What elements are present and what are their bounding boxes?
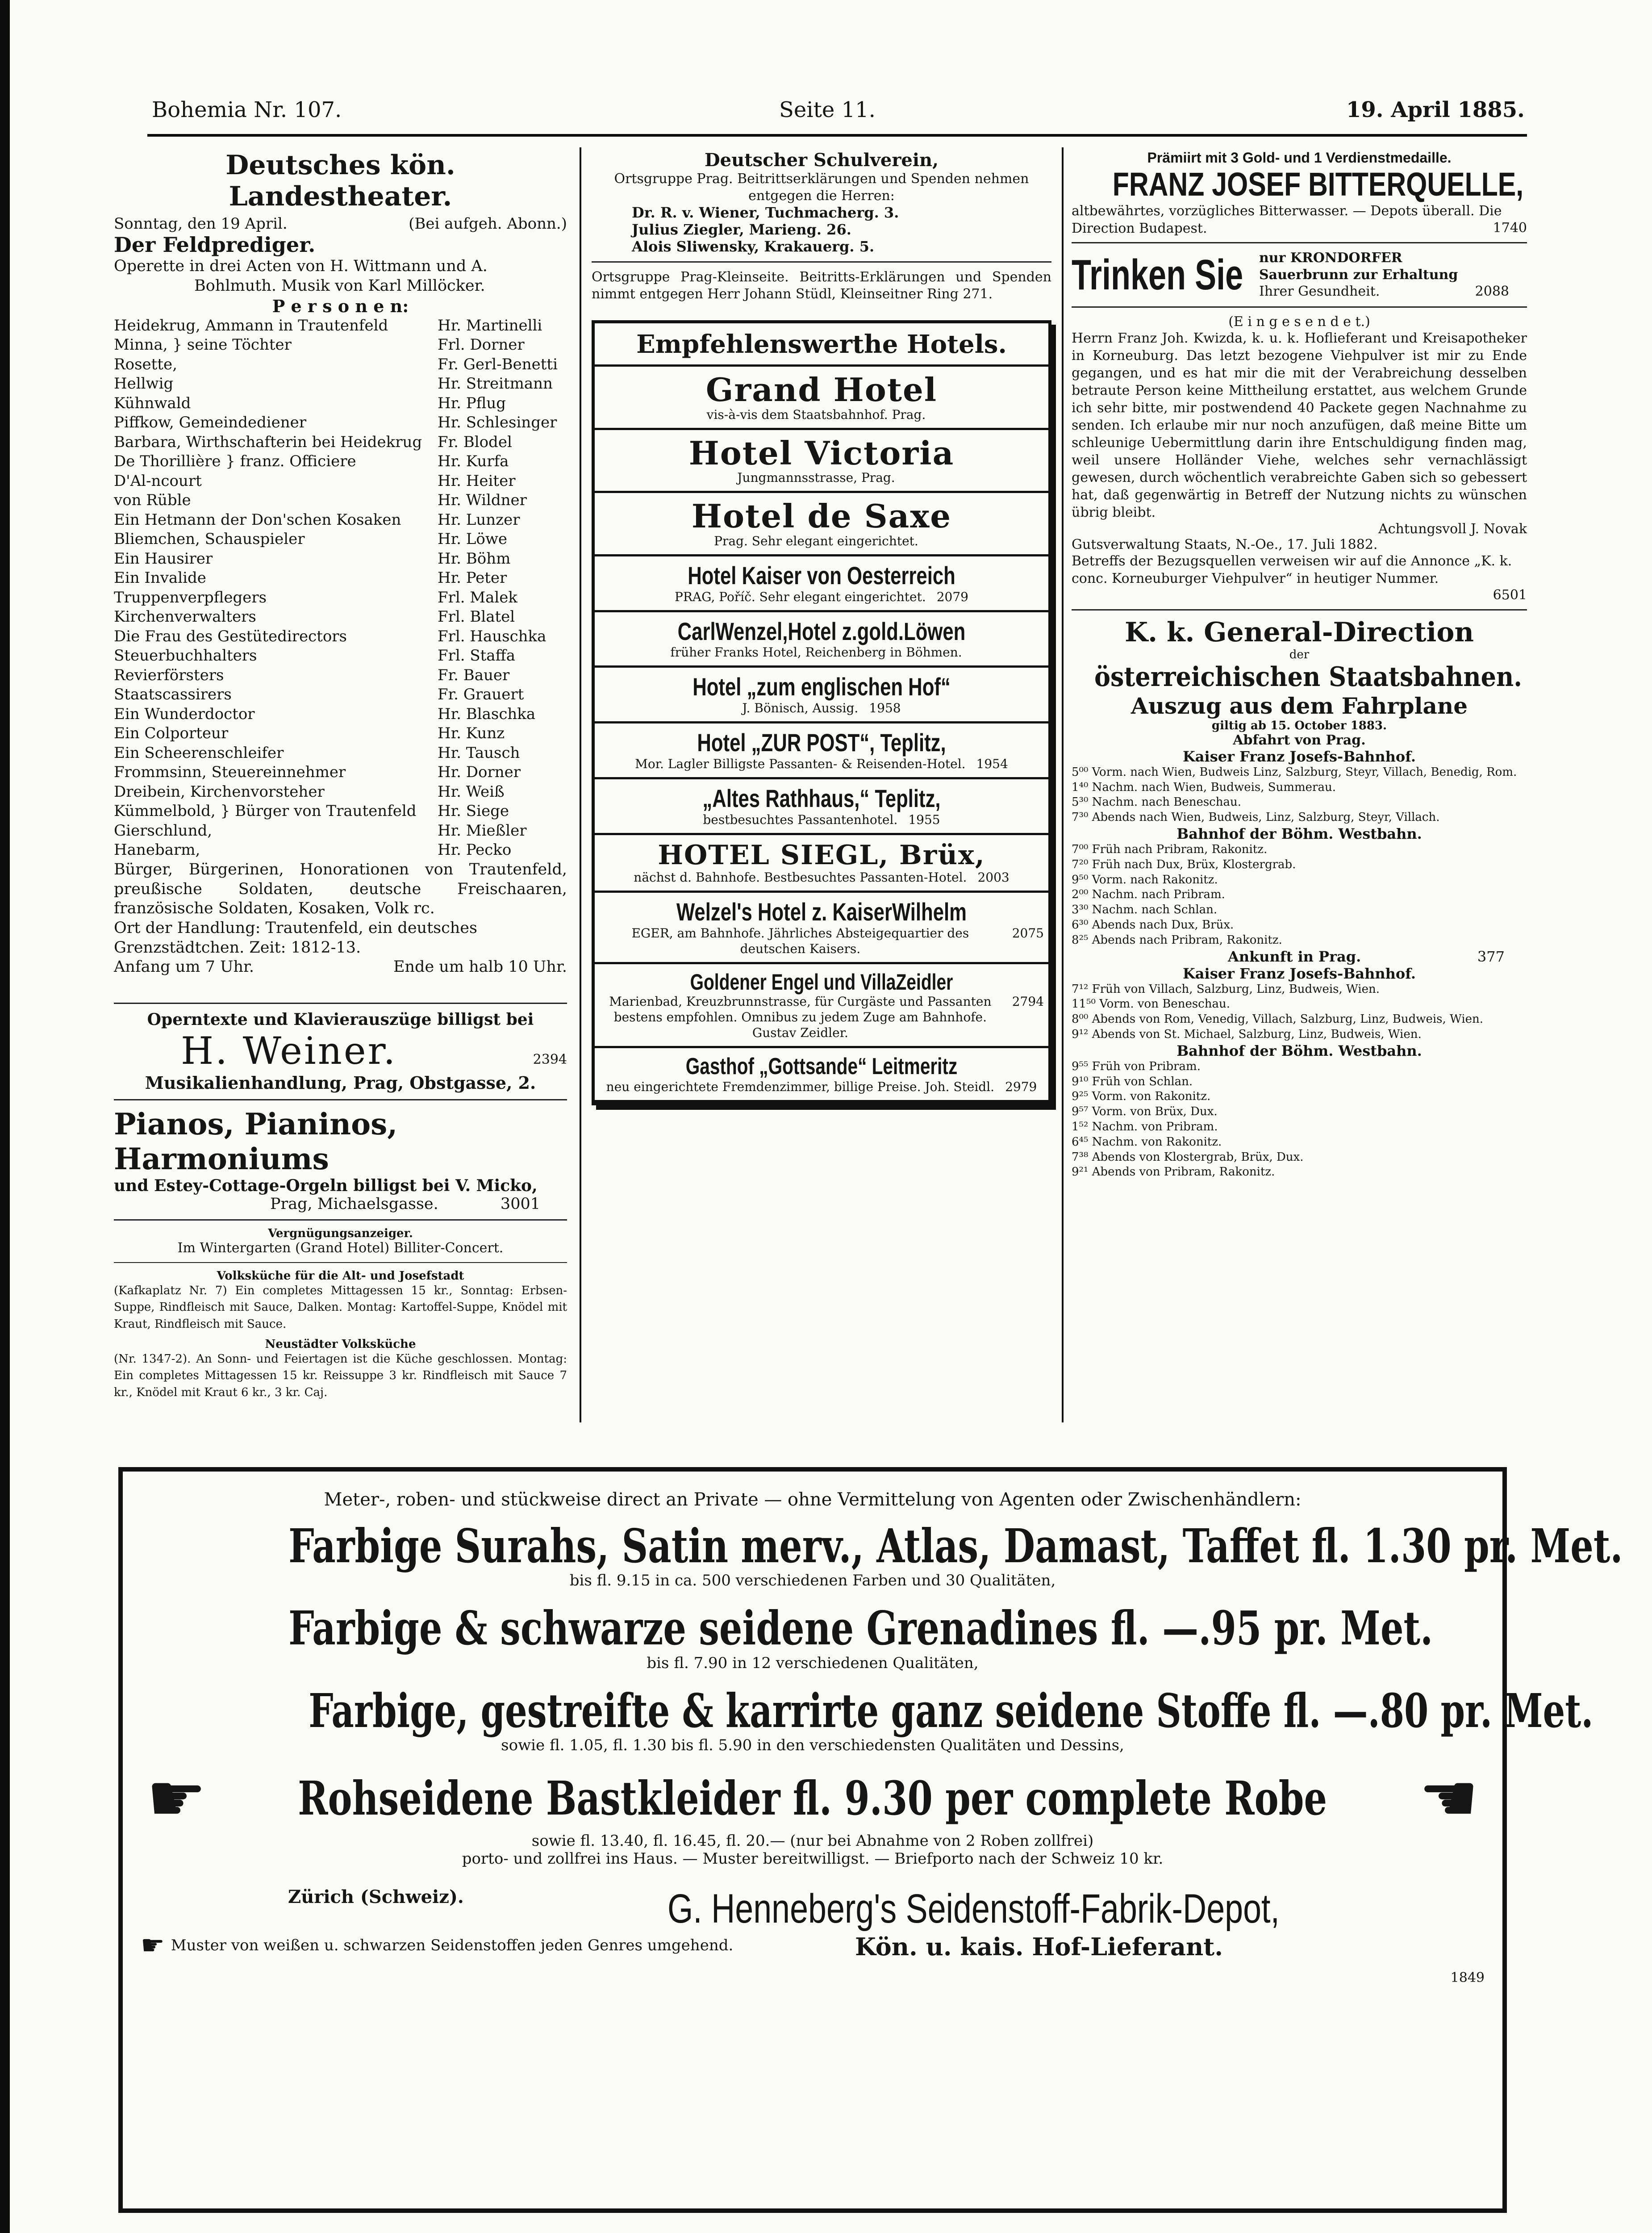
cast-role: Rosette, — [114, 355, 177, 373]
henneberg-hof: Kön. u. kais. Hof-Lieferant. — [855, 1932, 1223, 1961]
henneberg-l5: porto- und zollfrei ins Haus. — Muster bereitwilligst. — Briefporto nach der Schweiz 10 kr. — [462, 1850, 1164, 1868]
column-left — [114, 150, 567, 1401]
column-rule-1 — [580, 147, 581, 1422]
cast-actor: Hr. Pflug — [438, 394, 506, 412]
cast-role: Ein Hausirer — [114, 549, 213, 568]
cast-role: Barbara, Wirthschafterin bei Heidekrug — [114, 433, 422, 451]
cast-row — [114, 355, 567, 375]
hotel-name: Hotel „ZUR POST“, Teplitz, — [697, 728, 946, 757]
cast-role: Piffkow, Gemeindediener — [114, 414, 306, 432]
cast-row — [114, 744, 567, 763]
micko-num: 3001 — [500, 1195, 540, 1213]
theater-begin: Anfang um 7 Uhr. — [114, 958, 254, 976]
cast-row — [114, 491, 567, 510]
hotel-entry — [595, 668, 1048, 723]
column-rule-2 — [1062, 147, 1064, 1422]
cast-actor: Hr. Mießler — [438, 821, 527, 840]
cast-row — [114, 472, 567, 491]
theater-desc1: Operette in drei Acten von H. Wittmann und A. — [114, 257, 488, 275]
henneberg-l3: Farbige, gestreifte & karrirte ganz seidene Stoffe fl. —.80 pr. Met. — [309, 1683, 1594, 1738]
krondorf-line1: nur KRONDORFER — [1259, 250, 1402, 266]
cast-row — [114, 821, 567, 841]
timetable-row: 9¹⁰ Früh von Schlan. — [1072, 1075, 1193, 1088]
fahrplan-t2: der — [1289, 648, 1310, 661]
cast-role: Minna, } seine Töchter — [114, 336, 292, 354]
weiner-name: H. Weiner. — [181, 1029, 397, 1073]
eingesendet-num: 6501 — [1493, 587, 1527, 603]
timetable-row: 9²¹ Abends von Pribram, Rakonitz. — [1072, 1165, 1275, 1179]
fahrplan-arrnum: 377 — [1477, 948, 1505, 965]
cast-actor: Hr. Blaschka — [438, 705, 536, 723]
hotel-name: Welzel's Hotel z. KaiserWilhelm — [676, 897, 967, 926]
cast-actor: Frl. Dorner — [438, 336, 525, 354]
separator — [114, 1003, 567, 1004]
theater-place: Ort der Handlung: Trautenfeld, ein deutsches Grenzstädtchen. Zeit: 1812-13. — [114, 919, 477, 957]
cast-row — [114, 802, 567, 821]
hotel-entry — [595, 779, 1048, 835]
cast-row — [114, 646, 567, 666]
krondorf-num: 2088 — [1475, 284, 1509, 300]
timetable-row: 5⁰⁰ Vorm. nach Wien, Budweis Linz, Salzburg, Steyr, Villach, Benedig, Rom. — [1072, 765, 1517, 779]
hotel-sub: EGER, am Bahnhofe. Jährliches Absteigequartier des deutschen Kaisers. — [631, 925, 969, 956]
cast-role: Steuerbuchhalters — [114, 647, 257, 665]
cast-actor: Hr. Heiter — [438, 472, 516, 490]
krondorf-line3: Ihrer Gesundheit. — [1259, 284, 1380, 300]
henneberg-l1s: bis fl. 9.15 in ca. 500 verschiedenen Farben und 30 Qualitäten, — [569, 1572, 1056, 1590]
cast-actor: Hr. Weiß — [438, 782, 505, 801]
fahrplan-t3: österreichischen Staatsbahnen. — [1094, 661, 1523, 693]
cast-role: Heidekrug, Ammann in Trautenfeld — [114, 316, 388, 335]
volkskueche1-text: (Kafkaplatz Nr. 7) Ein completes Mittagessen 15 kr., Sonntag: Erbsen-Suppe, Rindfleisch mit Sauce, Dalken. Montag: Kartoffel-Suppe, Knödel mit Kraut, Rindfleisch mit Sauce. — [114, 1284, 567, 1331]
column-middle — [592, 150, 1051, 1105]
schulverein-line1: Ortsgruppe Prag. Beitrittserklärungen und Spenden nehmen entgegen die Herren: — [614, 171, 1029, 204]
theater-play: Der Feldprediger. — [114, 233, 316, 257]
henneberg-city: Zürich (Schweiz). — [288, 1886, 464, 1908]
cast-role: von Rüble — [114, 491, 191, 510]
cast-actor: Fr. Gerl-Benetti — [438, 355, 558, 373]
hotel-sub: Prag. Sehr elegant eingerichtet. — [714, 533, 918, 548]
timetable-row: 8⁰⁰ Abends von Rom, Venedig, Villach, Salzburg, Linz, Budweis, Wien. — [1072, 1012, 1484, 1026]
hotel-sub: Marienbad, Kreuzbrunnstrasse, für Curgäste und Passanten bestens empfohlen. Omnibus zu jedem Zuge am Bahnhofe. Gustav Zeidler. — [609, 994, 992, 1041]
cast-role: Gierschlund, — [114, 821, 213, 840]
hotel-name: Hotel Victoria — [688, 434, 955, 472]
hotel-num: 1955 — [908, 812, 940, 827]
fahrplan-t5: giltig ab 15. October 1883. — [1211, 719, 1387, 732]
eingesendet-title: (E i n g e s e n d e t.) — [1228, 314, 1370, 330]
timetable-row: 6⁴⁵ Nachm. von Rakonitz. — [1072, 1135, 1222, 1149]
henneberg-intro: Meter-, roben- und stückweise direct an Private — ohne Vermittelung von Agenten oder Zwischenhändlern: — [324, 1489, 1302, 1510]
henneberg-l4: Rohseidene Bastkleider fl. 9.30 per complete Robe — [298, 1770, 1327, 1826]
fahrplan-s3: Kaiser Franz Josefs-Bahnhof. — [1182, 965, 1416, 982]
timetable-row: 3³⁰ Nachm. nach Schlan. — [1072, 903, 1218, 917]
cast-role: Staatscassirers — [114, 686, 232, 704]
separator — [1072, 242, 1527, 243]
hotel-entry — [595, 893, 1048, 964]
separator — [114, 1099, 567, 1100]
hotel-entry — [595, 367, 1048, 430]
henneberg-l4s: sowie fl. 13.40, fl. 16.45, fl. 20.— (nur bei Abnahme von 2 Roben zollfrei) — [531, 1832, 1094, 1850]
fahrplan-t1: K. k. General-Direction — [1125, 616, 1474, 648]
hotel-sub: Mor. Lagler Billigste Passanten- & Reisenden-Hotel. — [635, 756, 966, 771]
timetable-row: 2⁰⁰ Nachm. nach Pribram. — [1072, 888, 1225, 902]
schulverein-line2: Ortsgruppe Prag-Kleinseite. Beitritts-Erklärungen und Spenden nimmt entgegen Herr Johann Stüdl, Kleinseitner Ring 271. — [592, 269, 1051, 302]
eingesendet-note: Betreffs der Bezugsquellen verweisen wir auf die Annonce „K. k. conc. Korneuburger Viehpulver“ in heutiger Nummer. — [1072, 553, 1512, 586]
cast-actor: Hr. Martinelli — [438, 316, 542, 335]
henneberg-l3s: sowie fl. 1.05, fl. 1.30 bis fl. 5.90 in den verschiedensten Qualitäten und Dessins, — [501, 1736, 1124, 1755]
fahrplan-t4: Auszug aus dem Fahrplane — [1131, 692, 1468, 719]
timetable-row: 9⁵⁰ Vorm. nach Rakonitz. — [1072, 873, 1218, 887]
hotel-sub: PRAG, Poříč. Sehr elegant eingerichtet. — [674, 589, 926, 604]
cast-row — [114, 763, 567, 782]
hotel-entry — [595, 1048, 1048, 1102]
cast-row — [114, 841, 567, 860]
cast-actor: Frl. Hauschka — [438, 627, 546, 645]
theater-personen: P e r s o n e n: — [272, 296, 409, 316]
cast-actor: Fr. Blodel — [438, 433, 512, 451]
timetable-row: 8²⁵ Abends nach Pribram, Rakonitz. — [1072, 933, 1282, 947]
cast-role: Kühnwald — [114, 394, 191, 412]
fahrplan-s1: Kaiser Franz Josefs-Bahnhof. — [1182, 748, 1416, 765]
header-right: 19. April 1885. — [1346, 97, 1525, 122]
cast-row — [114, 607, 567, 627]
hotel-num: 2003 — [977, 870, 1010, 885]
cast-actor: Frl. Staffa — [438, 647, 515, 665]
timetable-row: 5³⁰ Nachm. nach Beneschau. — [1072, 795, 1241, 809]
timetable-row: 7³⁸ Abends von Klostergrab, Brüx, Dux. — [1072, 1150, 1304, 1164]
cast-row — [114, 335, 567, 355]
cast-row — [114, 685, 567, 705]
weiner-num: 2394 — [533, 1051, 567, 1067]
cast-row — [114, 588, 567, 608]
henneberg-l2s: bis fl. 7.90 in 12 verschiedenen Qualitäten, — [647, 1654, 979, 1672]
cast-role: Ein Scheerenschleifer — [114, 744, 284, 762]
cast-row — [114, 705, 567, 724]
timetable-row: 1⁵² Nachm. von Pribram. — [1072, 1120, 1218, 1134]
timetable-row: 7²⁰ Früh nach Dux, Brüx, Klostergrab. — [1072, 857, 1296, 871]
cast-row — [114, 452, 567, 472]
hotels-box — [592, 320, 1051, 1105]
pointing-hand-right-icon: ☛ — [141, 1930, 165, 1961]
hotel-sub: bestbesuchtes Passantenhotel. — [703, 812, 898, 827]
cast-actor: Hr. Böhm — [438, 549, 511, 568]
hotel-name: Hotel de Saxe — [691, 497, 952, 535]
schulverein-name: Dr. R. v. Wiener, Tuchmacherg. 3. — [632, 204, 899, 221]
timetable-row: 9²⁵ Vorm. von Rakonitz. — [1072, 1090, 1211, 1104]
hotel-sub: früher Franks Hotel, Reichenberg in Böhmen. — [670, 645, 962, 660]
cast-role: Dreibein, Kirchenvorsteher — [114, 782, 325, 801]
cast-role: Hanebarm, — [114, 841, 200, 859]
cast-row — [114, 394, 567, 414]
cast-role: Ein Invalide — [114, 569, 206, 587]
eingesendet-sign2: Gutsverwaltung Staats, N.-Oe., 17. Juli 1882. — [1072, 536, 1378, 552]
micko-line1: Pianos, Pianinos, Harmoniums — [114, 1106, 398, 1176]
henneberg-ad — [118, 1467, 1623, 2213]
theater-title: Deutsches kön. Landestheater. — [225, 150, 455, 212]
micko-line3: Prag, Michaelsgasse. — [270, 1195, 438, 1213]
bitter-line1: Prämiirt mit 3 Gold- und 1 Verdienstmedaille. — [1147, 150, 1452, 166]
cast-actor: Hr. Wildner — [438, 491, 527, 510]
hotel-name: Hotel Kaiser von Oesterreich — [688, 561, 955, 590]
henneberg-l2: Farbige & schwarze seidene Grenadines fl. —.95 pr. Met. — [288, 1601, 1433, 1656]
timetable-row: 9⁵⁷ Vorm. von Brüx, Dux. — [1072, 1105, 1218, 1119]
weiner-line1: Operntexte und Klavierauszüge billigst bei — [147, 1010, 534, 1029]
vergn-line: Im Wintergarten (Grand Hotel) Billiter-Concert. — [177, 1240, 504, 1256]
cast-row — [114, 530, 567, 549]
cast-row — [114, 374, 567, 394]
hotel-sub: J. Bönisch, Aussig. — [742, 701, 859, 716]
henneberg-muster: Muster von weißen u. schwarzen Seidenstoffen jeden Genres umgehend. — [171, 1936, 734, 1955]
hotel-entry — [595, 964, 1048, 1049]
cast-actor: Hr. Schlesinger — [438, 414, 557, 432]
timetable-row: 7¹² Früh von Villach, Salzburg, Linz, Budweis, Wien. — [1072, 982, 1380, 996]
hotel-name: CarlWenzel,Hotel z.gold.Löwen — [677, 617, 966, 645]
cast-actor: Hr. Dorner — [438, 763, 521, 782]
theater-date: Sonntag, den 19 April. — [114, 215, 288, 233]
hotel-name: Hotel „zum englischen Hof“ — [693, 673, 951, 701]
hotel-entry — [595, 556, 1048, 612]
cast-actor: Frl. Malek — [438, 588, 518, 606]
theater-desc2: Bohlmuth. Musik von Karl Millöcker. — [194, 276, 485, 295]
bitter-num: 1740 — [1493, 220, 1527, 236]
cast-actor: Hr. Peter — [438, 569, 507, 587]
theater-extras: Bürger, Bürgerinen, Honorationen von Trautenfeld, preußische Soldaten, deutsche Freischaaren, französische Soldaten, Kosaken, Volk rc. — [114, 860, 567, 918]
cast-row — [114, 510, 567, 530]
cast-role: De Thorillière } franz. Officiere — [114, 452, 356, 471]
cast-role: D'Al-ncourt — [114, 472, 202, 490]
cast-actor: Hr. Siege — [438, 802, 509, 820]
hotel-name: „Altes Rathhaus,“ Teplitz, — [702, 784, 941, 812]
volkskueche2-title: Neustädter Volksküche — [265, 1337, 416, 1351]
cast-actor: Hr. Löwe — [438, 530, 508, 548]
hotel-num: 2075 — [1012, 925, 1044, 941]
hotel-name: Gasthof „Gottsande“ Leitmeritz — [685, 1054, 958, 1080]
micko-line2: und Estey-Cottage-Orgeln billigst bei V. Micko, — [114, 1176, 538, 1195]
page-edge — [0, 0, 10, 2233]
cast-row — [114, 433, 567, 452]
hotel-sub: nächst d. Bahnhofe. Bestbesuchtes Passanten-Hotel. — [634, 870, 967, 885]
hotel-name: Goldener Engel und VillaZeidler — [690, 969, 953, 995]
hotel-entry — [595, 430, 1048, 493]
hotel-num: 2079 — [936, 589, 968, 604]
timetable-row: 7³⁰ Abends nach Wien, Budweis, Linz, Salzburg, Steyr, Villach. — [1072, 811, 1440, 824]
hotel-entry — [595, 723, 1048, 779]
cast-role: Bliemchen, Schauspieler — [114, 530, 305, 548]
cast-row — [114, 666, 567, 686]
cast-row — [114, 549, 567, 569]
cast-row — [114, 627, 567, 647]
cast-actor: Hr. Pecko — [438, 841, 512, 859]
cast-role: Die Frau des Gestütedirectors — [114, 627, 347, 645]
timetable-row: 6³⁰ Abends nach Dux, Brüx. — [1072, 918, 1234, 932]
header-left: Bohemia Nr. 107. — [152, 97, 342, 122]
cast-actor: Hr. Streitmann — [438, 375, 553, 393]
cast-row — [114, 413, 567, 433]
separator — [592, 261, 1051, 263]
separator — [114, 1262, 567, 1263]
cast-actor: Fr. Grauert — [438, 686, 524, 704]
cast-role: Kirchenverwalters — [114, 608, 256, 626]
hotel-sub: vis-à-vis dem Staatsbahnhof. Prag. — [706, 407, 926, 422]
theater-abo: (Bei aufgeh. Abonn.) — [409, 215, 567, 233]
cast-actor: Hr. Lunzer — [438, 510, 520, 529]
separator — [1072, 609, 1527, 611]
cast-row — [114, 569, 567, 588]
timetable-row: 7⁰⁰ Früh nach Pribram, Rakonitz. — [1072, 843, 1268, 857]
cast-role: Ein Hetmann der Don'schen Kosaken — [114, 510, 401, 529]
weiner-line2: Musikalienhandlung, Prag, Obstgasse, 2. — [145, 1072, 536, 1093]
cast-row — [114, 724, 567, 744]
cast-actor: Hr. Kunz — [438, 724, 505, 743]
cast-role: Ein Wunderdoctor — [114, 705, 255, 723]
schulverein-name: Julius Ziegler, Marieng. 26. — [632, 221, 851, 238]
schulverein-title: Deutscher Schulverein, — [704, 150, 939, 171]
timetable-row: 1⁴⁰ Nachm. nach Wien, Budweis, Summerau. — [1072, 780, 1336, 794]
schulverein-names — [592, 204, 1051, 255]
hotel-name: HOTEL SIEGL, Brüx, — [658, 839, 985, 871]
hotel-sub: neu eingerichtete Fremdenzimmer, billige Preise. Joh. Steidl. — [606, 1079, 995, 1094]
cast-row — [114, 316, 567, 336]
header-rule — [147, 134, 1527, 137]
cast-actor: Fr. Bauer — [438, 666, 510, 684]
henneberg-num: 1849 — [1450, 1970, 1485, 1986]
schulverein-name: Alois Sliwensky, Krakauerg. 5. — [632, 238, 875, 255]
bitter-brand: FRANZ JOSEF BITTERQUELLE, — [1112, 166, 1524, 203]
hotel-num: 1954 — [976, 756, 1008, 771]
theater-end: Ende um halb 10 Uhr. — [393, 958, 567, 976]
fahrplan-s4: Bahnhof der Böhm. Westbahn. — [1176, 1042, 1422, 1059]
cast-list — [114, 316, 567, 860]
cast-row — [114, 782, 567, 802]
pointing-hand-left-icon: ☚ — [1418, 1760, 1479, 1838]
separator — [114, 1219, 567, 1221]
cast-actor: Hr. Tausch — [438, 744, 520, 762]
hotel-num: 2794 — [1012, 994, 1044, 1009]
fahrplan-arr: Ankunft in Prag. — [1228, 948, 1361, 965]
timetable-row: 9¹² Abends von St. Michael, Salzburg, Linz, Budweis, Wien. — [1072, 1028, 1422, 1041]
hotel-entry — [595, 493, 1048, 556]
cast-role: Kümmelbold, } Bürger von Trautenfeld — [114, 802, 417, 820]
henneberg-firm: G. Henneberg's Seidenstoff-Fabrik-Depot, — [667, 1886, 1280, 1932]
cast-role: Truppenverpflegers — [114, 588, 267, 606]
eingesendet-text: Herrn Franz Joh. Kwizda, k. u. k. Hoflieferant und Kreisapotheker in Korneuburg. Das letzt bezogene Viehpulver ist mir zu Ende gegangen, und es hat mir die mit der Verabreichung desselben betraute Person keine Mittheilung erstattet, aus welchem Grunde ich sehr bitte, mir postwendend 40 Packete gegen Nachnahme zu senden. Ich erlaube mir nur noch anzufügen, daß meine Bitte um schleunige Uebermittlung darin ihre Entschuldigung finden mag, weil unsere Holländer Viehe, welches sehr vernachlässigt gewesen, durch wöchentlich verabreichte Gaben sich so gebessert hat, daß gegenwärtig in Betreff der Nutzung nichts zu wünschen übrig bleibt. — [1072, 330, 1527, 520]
cast-role: Frommsinn, Steuereinnehmer — [114, 763, 346, 782]
pointing-hand-right-icon: ☛ — [146, 1760, 207, 1838]
separator — [1072, 306, 1527, 308]
cast-actor: Frl. Blatel — [438, 608, 515, 626]
hotel-num: 2979 — [1005, 1079, 1037, 1094]
cast-actor: Hr. Kurfa — [438, 452, 509, 471]
bitter-desc: altbewährtes, vorzügliches Bitterwasser. — Depots überall. Die Direction Budapest. — [1072, 203, 1502, 237]
vergn-title: Vergnügungsanzeiger. — [268, 1226, 413, 1240]
henneberg-l1: Farbige Surahs, Satin merv., Atlas, Damast, Taffet fl. 1.30 pr. Met. — [288, 1518, 1623, 1573]
timetable-row: 11⁵⁰ Vorm. von Beneschau. — [1072, 997, 1230, 1011]
hotels-title: Empfehlenswerthe Hotels. — [595, 323, 1048, 367]
volkskueche1-title: Volksküche für die Alt- und Josefstadt — [217, 1269, 464, 1283]
krondorf-big: Trinken Sie — [1072, 251, 1243, 299]
fahrplan-s2: Bahnhof der Böhm. Westbahn. — [1176, 825, 1422, 843]
volkskueche2-text: (Nr. 1347-2). An Sonn- und Feiertagen ist die Küche geschlossen. Montag: Ein completes Mittagessen 15 kr. Reissuppe 3 kr. Rindfleisch mit Sauce 7 kr., Knödel mit Kraut 6 kr., 3 kr. Caj. — [114, 1352, 567, 1400]
hotel-entry — [595, 835, 1048, 893]
column-right — [1072, 150, 1527, 1180]
hotel-entry — [595, 612, 1048, 668]
cast-role: Ein Colporteur — [114, 724, 229, 743]
cast-role: Hellwig — [114, 375, 174, 393]
fahrplan-dep: Abfahrt von Prag. — [1233, 732, 1366, 748]
hotel-name: Grand Hotel — [705, 371, 938, 409]
header-center: Seite 11. — [779, 97, 876, 122]
krondorf-line2: Sauerbrunn zur Erhaltung — [1259, 267, 1458, 283]
cast-role: Revierförsters — [114, 666, 224, 684]
hotel-sub: Jungmannsstrasse, Prag. — [737, 470, 895, 485]
eingesendet-sign1: Achtungsvoll J. Novak — [1378, 521, 1527, 537]
timetable-row: 9⁵⁵ Früh von Pribram. — [1072, 1059, 1201, 1073]
hotel-num: 1958 — [869, 701, 901, 716]
